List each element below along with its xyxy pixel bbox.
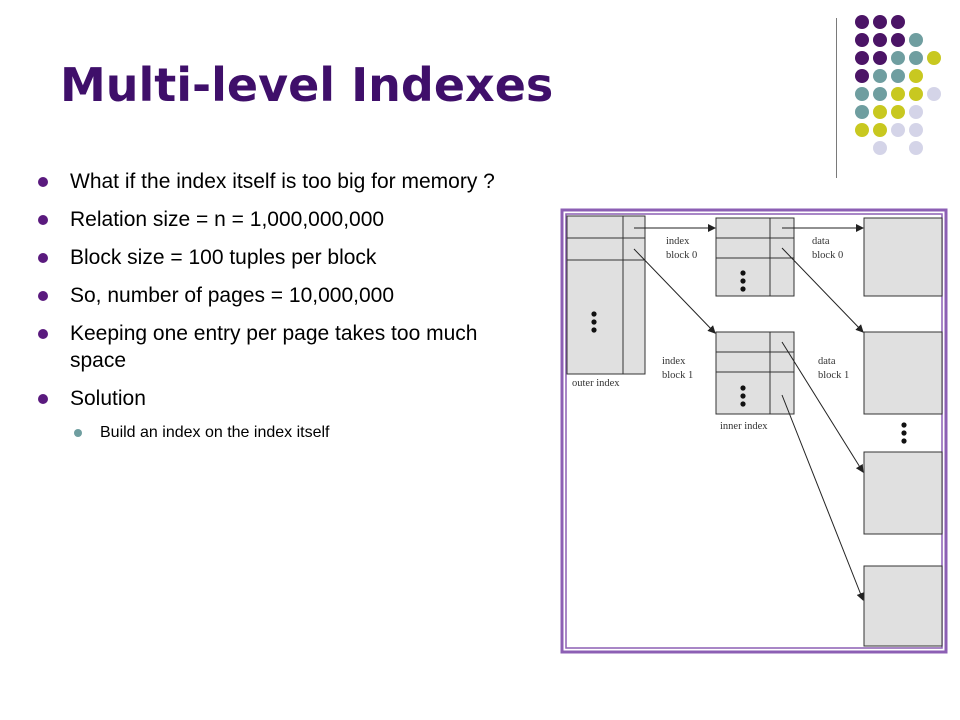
bullet-dot-icon bbox=[38, 253, 48, 263]
dot-row-8 bbox=[873, 141, 923, 155]
bullet-text: Relation size = n = 1,000,000,000 bbox=[70, 208, 385, 231]
sub-bullet-dot-icon bbox=[74, 429, 82, 437]
arrow-outer-to-inner1 bbox=[634, 249, 715, 333]
inner-index-block-1 bbox=[716, 332, 794, 414]
index-label-1: index bbox=[662, 356, 686, 367]
data-block-label-1: block 1 bbox=[818, 370, 850, 381]
outer-index-block bbox=[567, 216, 645, 374]
bullet-text: What if the index itself is too big for memory ? bbox=[70, 170, 495, 193]
data-block-1 bbox=[864, 332, 942, 414]
block-label-1: block 1 bbox=[662, 370, 694, 381]
dot-row-4 bbox=[855, 69, 923, 83]
data-label-1: data bbox=[818, 356, 836, 367]
sub-bullet-list bbox=[70, 422, 538, 444]
outer-index-label: outer index bbox=[572, 378, 620, 389]
bullet-text: Block size = 100 tuples per block bbox=[70, 246, 377, 269]
sub-bullet-item bbox=[70, 422, 538, 444]
bullet-item bbox=[38, 206, 538, 233]
dot-row-7 bbox=[855, 123, 923, 137]
dot-row-3 bbox=[855, 51, 941, 65]
index-label-0: index bbox=[666, 236, 690, 247]
bullet-dot-icon bbox=[38, 329, 48, 339]
slide-title: Multi-level Indexes bbox=[60, 58, 554, 112]
data-block-3 bbox=[864, 566, 942, 646]
bullet-dot-icon bbox=[38, 215, 48, 225]
bullet-item bbox=[38, 385, 538, 444]
bullet-item bbox=[38, 244, 538, 271]
bullet-text: Keeping one entry per page takes too much space bbox=[70, 322, 478, 372]
bullet-item bbox=[38, 168, 538, 195]
bullet-text: Solution bbox=[70, 387, 146, 410]
inner-index-label: inner index bbox=[720, 421, 768, 432]
dot-row-6 bbox=[855, 105, 923, 119]
bullet-dot-icon bbox=[38, 394, 48, 404]
inner-index-block-0 bbox=[716, 218, 794, 296]
data-ellipsis-icon bbox=[901, 422, 906, 443]
sub-bullet-text: Build an index on the index itself bbox=[100, 424, 330, 441]
dot-row-2 bbox=[855, 33, 923, 47]
dot-row-5 bbox=[855, 87, 941, 101]
arrow-inner1-to-data3 bbox=[782, 395, 863, 600]
bullet-dot-icon bbox=[38, 177, 48, 187]
dot-row-1 bbox=[855, 15, 905, 29]
bullet-item bbox=[38, 320, 538, 374]
data-block-2 bbox=[864, 452, 942, 534]
bullet-dot-icon bbox=[38, 291, 48, 301]
multilevel-index-figure bbox=[560, 208, 948, 654]
block-label-0: block 0 bbox=[666, 250, 698, 261]
figure-svg bbox=[560, 208, 948, 654]
data-block-label-0: block 0 bbox=[812, 250, 844, 261]
bullet-text: So, number of pages = 10,000,000 bbox=[70, 284, 394, 307]
bullet-item bbox=[38, 282, 538, 309]
data-block-0 bbox=[864, 218, 942, 296]
bullet-list bbox=[38, 168, 538, 455]
data-label-0: data bbox=[812, 236, 830, 247]
divider-line bbox=[836, 18, 837, 178]
